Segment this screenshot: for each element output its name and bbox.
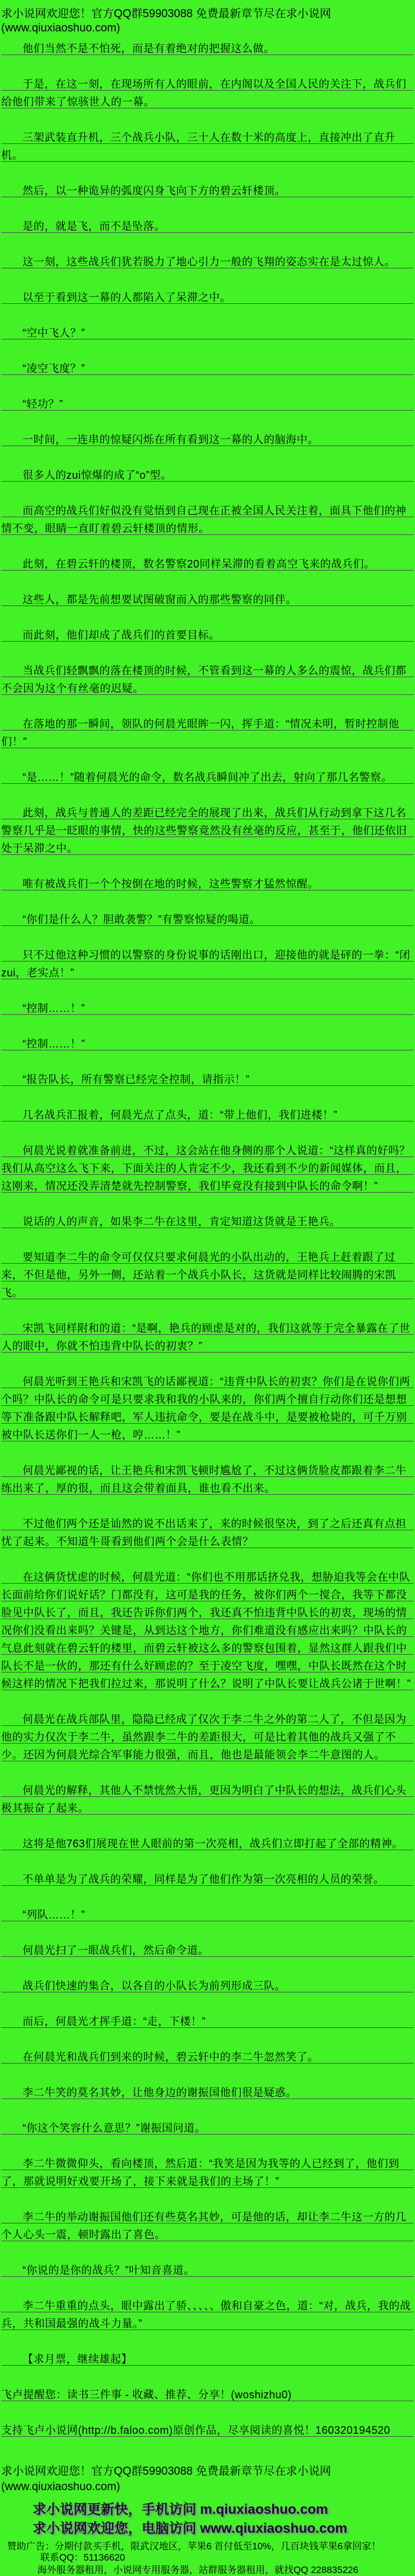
novel-paragraph: “报告队长，所有警察已经完全控制，请指示！” bbox=[1, 1071, 414, 1088]
site-footer bbox=[0, 2464, 415, 2576]
mobile-site-banner-link[interactable]: 求小说网更新快，手机访问 m.qiuxiaoshuo.com bbox=[33, 2501, 328, 2517]
novel-paragraph: 他们当然不是不怕死，而是有着绝对的把握这么做。 bbox=[1, 40, 414, 57]
novel-paragraph: “控制……！” bbox=[1, 1035, 414, 1053]
novel-paragraph: 以至于看到这一幕的人都陷入了呆滞之中。 bbox=[1, 289, 414, 306]
novel-paragraph: 战兵们快速的集合，以各自的小队长为前列形成三队。 bbox=[1, 1977, 414, 1995]
novel-paragraph: 何晨光听到王艳兵和宋凯飞的话鄙视道：“违背中队长的初衷？你们是在说你们两个吗？中队长的命令可是只要求我和我的小队来的，你们两个擅自行动你们还是想想等下准备跟中队长解释吧，军人违抗命令，要是在战斗中，是要被枪毙的，可千万别被中队长送你们一人一枪，哼……！” bbox=[1, 1373, 414, 1444]
novel-paragraph: “空中飞人？” bbox=[1, 324, 414, 342]
sponsor-ad-contact-qq: 联系QQ：51136620 bbox=[40, 2553, 125, 2563]
novel-paragraph: “列队……！” bbox=[1, 1906, 414, 1924]
novel-paragraph: “你这个笑容什么意思？”谢振国问道。 bbox=[1, 2119, 414, 2137]
faloo-support-line: 支持飞卢小说网(http://b.faloo.com)原创作品，尽享阅读的喜悦！160320194520 bbox=[1, 2421, 414, 2439]
novel-paragraph: 在落地的那一瞬间，领队的何晨光眼眸一闪，挥手道：“情况未明，暂时控制他们！” bbox=[1, 715, 414, 751]
novel-paragraph: 而后，何晨光才挥手道：“走，下楼！” bbox=[1, 2013, 414, 2030]
novel-paragraph: 何晨光在战兵部队里，隐隐已经成了仅次于李二牛之外的第二人了，不但是因为他的实力仅次于李二牛，虽然跟李二牛的差距很大，可是比着其他的战兵又强了不少。还因为何晨光综合军事能力很强，而且，他也是最能领会李二牛意图的人。 bbox=[1, 1710, 414, 1764]
novel-paragraph: 而此刻，他们却成了战兵们的首要目标。 bbox=[1, 626, 414, 644]
novel-paragraph: “你说的是你的战兵？”叶知音喜道。 bbox=[1, 2261, 414, 2279]
pc-site-banner-link[interactable]: 求小说网欢迎您，电脑访问 www.qiuxiaoshuo.com bbox=[33, 2520, 347, 2536]
novel-paragraph: 在这俩货忧虑的时候，何晨光道：“你们也不用那话挤兑我，想胁迫我等会在中队长面前给你们说好话？门都没有，这可是我的任务，被你们两个一搅合，我等下都没脸见中队长了，而且，我还告诉你们两个，我还真不怕违背中队长的初衷，现场的情况你们没看出来吗？关键是，从到达这个地方，你们难道没有感应出来吗？中队长的气息此刻就在碧云轩的楼里，而碧云轩被这么多的警察包围着，显然这群人跟我们中队长不是一伙的，那还有什么好顾虑的？至于凌空飞度，嘿嘿，中队长既然在这个时候这样的情况下把我们拉过来，那说明了什么？说明了中队长要让战兵公诸于世啊！” bbox=[1, 1568, 414, 1693]
novel-paragraph: 唯有被战兵们一个个按倒在地的时候，这些警察才猛然惊醒。 bbox=[1, 875, 414, 893]
novel-paragraph: 于是，在这一刻，在现场所有人的眼前，在内阁以及全国人民的关注下，战兵们给他们带来了惊骇世人的一幕。 bbox=[1, 75, 414, 111]
novel-paragraph: 何晨光扫了一眼战兵们，然后命令道。 bbox=[1, 1941, 414, 1959]
novel-paragraph: 李二牛重重的点头，眼中露出了骄、、、、、傲和自豪之色，道：“对，战兵，我的战兵，共和国最强的战斗力量。” bbox=[1, 2297, 414, 2333]
novel-paragraph: 三架武装直升机，三个战兵小队，三十人在数十米的高度上，直接冲出了直升机。 bbox=[1, 129, 414, 164]
novel-paragraph: “控制……！” bbox=[1, 999, 414, 1017]
novel-paragraph: 何晨光说着就准备前进，不过，这会站在他身侧的那个人说道：“这样真的好吗？我们从高空这么飞下来，下面关注的人肯定不少，我还看到不少的新闻媒体，而且，这刚来，情况还没弄清楚就先控制警察，我们毕竟没有接到中队长的命令啊！” bbox=[1, 1142, 414, 1195]
novel-paragraph: 此刻，战兵与普通人的差距已经完全的展现了出来，战兵们从行动到拿下这几名警察几乎是一眨眼的事情，快的这些警察竟然没有丝毫的反应，甚至于，他们还依旧处于呆滞之中。 bbox=[1, 804, 414, 857]
novel-paragraph: 在何晨光和战兵们到来的时候，碧云轩中的李二牛忽然笑了。 bbox=[1, 2048, 414, 2066]
novel-paragraph: “是……！”随着何晨光的命令，数名战兵瞬间冲了出去，射向了那几名警察。 bbox=[1, 768, 414, 786]
faloo-reading-reminder: 飞卢提醒您：读书三件事 - 收藏、推荐、分享！(woshizhu0) bbox=[1, 2386, 414, 2404]
novel-paragraph: 然后，以一种诡异的弧度闪身飞向下方的碧云轩楼顶。 bbox=[1, 182, 414, 200]
novel-paragraph: 这将是他763们展现在世人眼前的第一次亮相，战兵们立即打起了全部的精神。 bbox=[1, 1835, 414, 1853]
novel-paragraph: “凌空飞度？” bbox=[1, 360, 414, 377]
novel-paragraph: 要知道李二牛的命令可仅仅只要求何晨光的小队出动的，王艳兵上赶着跟了过来，不但是他，另外一侧，还站着一个战兵小队长，这货就是同样比较闹腾的宋凯飞。 bbox=[1, 1248, 414, 1302]
sponsor-ad-server-rental: 海外服务器租用，小说网专用服务器，站群服务器租用，就找QQ 228835226 bbox=[37, 2565, 359, 2575]
novel-paragraph: 只不过他这种习惯的以警察的身份说事的话刚出口，迎接他的就是砰的一拳：“闭zui，老实点！” bbox=[1, 946, 414, 982]
site-welcome-top: 求小说网欢迎您！官方QQ群59903088 免费最新章节尽在求小说网(www.qiuxiaoshuo.com) bbox=[1, 8, 331, 34]
novel-paragraph: 李二牛的举动谢振国他们还有些莫名其妙，可是他的话，却让李二牛这一方的几个人心头一震，顿时露出了喜色。 bbox=[1, 2208, 414, 2244]
novel-paragraph: 宋凯飞同样附和的道：“是啊，艳兵的顾虑是对的，我们这就等于完全暴露在了世人的眼中，你就不怕违背中队长的初衷？” bbox=[1, 1319, 414, 1355]
novel-paragraph: 是的，就是飞，而不是坠落。 bbox=[1, 217, 414, 235]
sponsor-ad-phone: 赞助广告：分期付款买手机，限武汉地区，苹果6 首付低至10%，几百块钱苹果6拿回家！ bbox=[7, 2542, 381, 2552]
novel-paragraph: 很多人的zui惊爆的成了“o”型。 bbox=[1, 466, 414, 484]
novel-paragraph: 这一刻，这些战兵们犹若脱力了地心引力一般的飞翔的姿态实在是太过惊人。 bbox=[1, 253, 414, 271]
novel-paragraph: 李二牛微微仰头，看向楼顶，然后道：“我笑是因为我等的人已经到了，他们到了，那就说明好戏要开场了，接下来就是我们的主场了！” bbox=[1, 2155, 414, 2190]
novel-paragraph: 这些人，都是先前想要试图破窗而入的那些警察的同伴。 bbox=[1, 591, 414, 608]
novel-paragraph: 不单单是为了战兵的荣耀，同样是为了他们作为第一次亮相的人员的荣誉。 bbox=[1, 1870, 414, 1888]
novel-paragraph: 何晨光的解释，其他人不禁恍然大悟，更因为明白了中队长的想法，战兵们心头极其振奋了起来。 bbox=[1, 1782, 414, 1817]
novel-paragraph: “你们是什么人？胆敢袭警？”有警察惊疑的喝道。 bbox=[1, 911, 414, 928]
sponsor-ads bbox=[0, 2541, 415, 2576]
novel-paragraph: 【求月票，继续雄起】 bbox=[1, 2350, 414, 2368]
novel-paragraph: 一时间，一连串的惊疑闪烁在所有看到这一幕的人的脑海中。 bbox=[1, 431, 414, 448]
site-banner-group bbox=[0, 2500, 415, 2537]
novel-paragraph: 几名战兵汇报着，何晨光点了点头，道：“带上他们，我们进楼！” bbox=[1, 1106, 414, 1124]
novel-content bbox=[0, 40, 415, 2368]
novel-paragraph: 何晨光鄙视的话，让王艳兵和宋凯飞顿时尴尬了，不过这俩货脸皮都跟着李二牛练出来了，厚的很，而且这会带着面具，谁也看不出来。 bbox=[1, 1462, 414, 1497]
novel-paragraph: 说话的人的声音，如果李二牛在这里，肯定知道这货就是王艳兵。 bbox=[1, 1213, 414, 1231]
novel-paragraph: 此刻，在碧云轩的楼顶，数名警察20同样呆滞的看着高空飞来的战兵们。 bbox=[1, 555, 414, 573]
novel-paragraph: “轻功？” bbox=[1, 395, 414, 413]
novel-paragraph: 而高空的战兵们好似没有觉悟到自己现在正被全国人民关注着，面具下他们的神情不变，眼睛一直盯着碧云轩楼顶的情形。 bbox=[1, 502, 414, 537]
site-welcome-bottom: 求小说网欢迎您！官方QQ群59903088 免费最新章节尽在求小说网(www.qiuxiaoshuo.com) bbox=[1, 2465, 331, 2493]
footer-ruled-block bbox=[0, 2386, 415, 2439]
novel-paragraph: 李二牛笑的莫名其妙，让他身边的谢振国他们很是疑惑。 bbox=[1, 2084, 414, 2101]
novel-paragraph: 当战兵们轻飘飘的落在楼顶的时候，不管看到这一幕的人多么的震惊，战兵们都不会因为这个有丝毫的迟疑。 bbox=[1, 662, 414, 697]
novel-paragraph: 不过他们两个还是讪然的说不出话来了，来的时候很坚决，到了之后还真有点担忧了起来。不知道牛哥看到他们两个会是什么表情？ bbox=[1, 1515, 414, 1550]
